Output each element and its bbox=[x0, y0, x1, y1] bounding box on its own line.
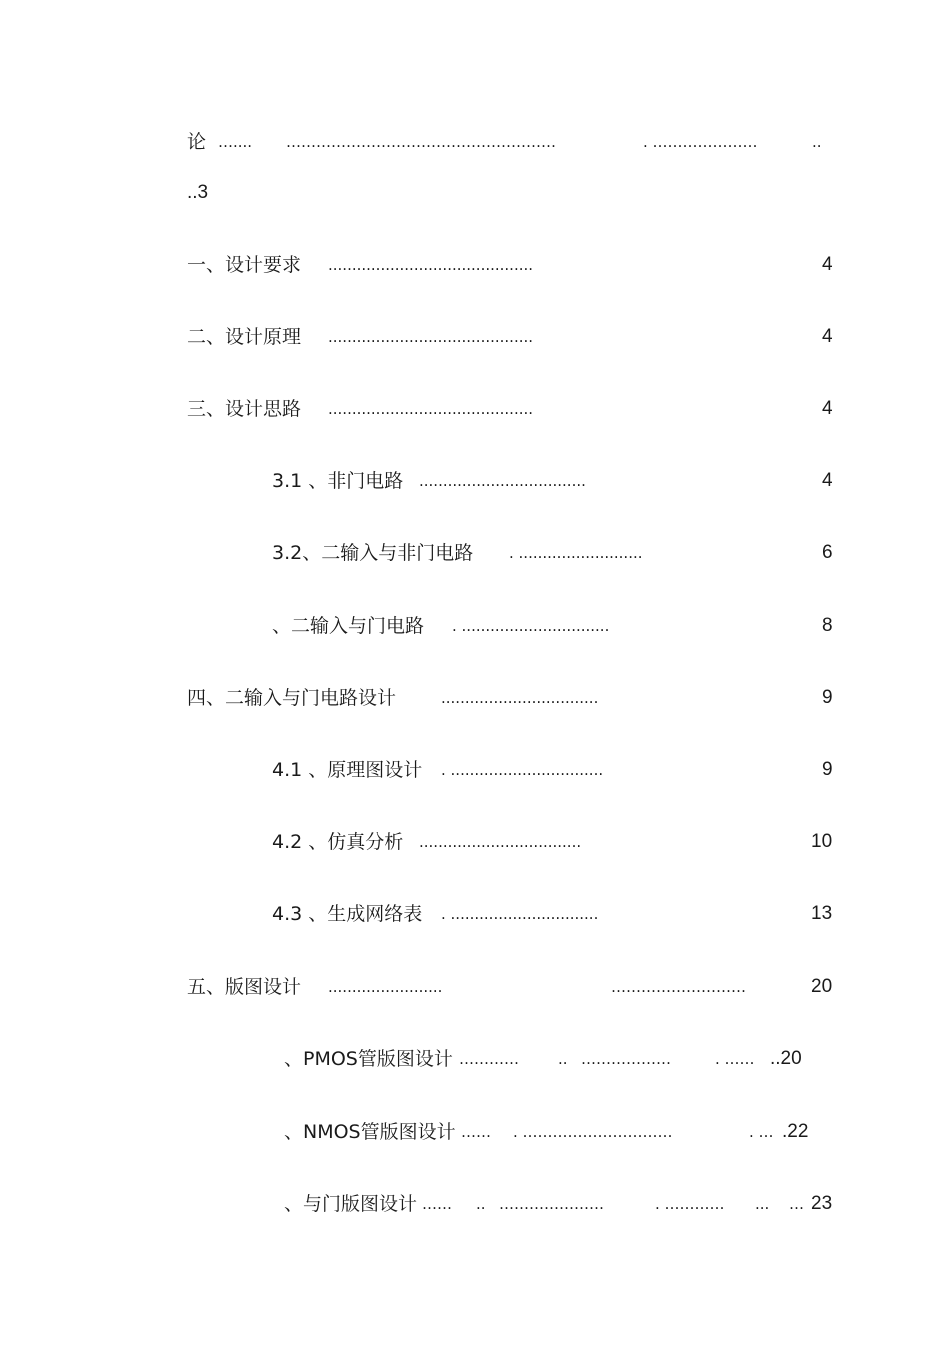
toc-entry-dots-1: …… bbox=[422, 1195, 452, 1213]
toc-entry-nmos bbox=[0, 1120, 950, 1144]
toc-entry-page: 13 bbox=[811, 903, 833, 924]
toc-entry-dots: . ............................... bbox=[452, 617, 610, 635]
toc-entry-dots: ........................................... bbox=[328, 400, 534, 418]
toc-entry bbox=[0, 614, 950, 638]
toc-entry-page: 9 bbox=[822, 759, 833, 780]
toc-entry-label: 一、设计要求 bbox=[187, 254, 302, 276]
toc-intro-dots-1: ….... bbox=[218, 133, 253, 151]
toc-entry-page: 20 bbox=[811, 976, 833, 997]
toc-entry-dots: ................................. bbox=[441, 689, 599, 707]
toc-entry-dots: ........................................... bbox=[328, 256, 534, 274]
toc-entry bbox=[0, 253, 950, 277]
toc-entry bbox=[0, 541, 950, 565]
toc-entry-dots-4: . …… bbox=[715, 1050, 755, 1068]
toc-entry-dots: . .......................... bbox=[509, 544, 643, 562]
toc-entry-dots: ........................................... bbox=[328, 328, 534, 346]
toc-entry bbox=[0, 469, 950, 493]
toc-entry-page: 4 bbox=[822, 254, 833, 275]
toc-entry-page: 9 bbox=[822, 687, 833, 708]
toc-entry bbox=[0, 397, 950, 421]
toc-entry-label: 4.3 、生成网络表 bbox=[272, 903, 423, 925]
toc-entry-dots: . ................................ bbox=[441, 761, 604, 779]
toc-entry-dots: .................................. bbox=[419, 833, 582, 851]
toc-intro-label: 论 bbox=[187, 131, 207, 153]
toc-entry-dots-3: . … bbox=[749, 1123, 774, 1141]
toc-entry-dots-1: ………… bbox=[459, 1050, 519, 1068]
toc-entry-page: 4 bbox=[822, 326, 833, 347]
toc-entry-label: 五、版图设计 bbox=[187, 976, 302, 998]
toc-entry-label: 、NMOS管版图设计 bbox=[284, 1121, 456, 1143]
toc-entry-label: 、与门版图设计 bbox=[284, 1193, 418, 1215]
toc-entry-dots-3: ………………… bbox=[499, 1195, 604, 1213]
toc-entry bbox=[0, 686, 950, 710]
toc-entry-page: 8 bbox=[822, 615, 833, 636]
toc-entry bbox=[0, 325, 950, 349]
toc-intro-dots-2: ……………………………………………… bbox=[286, 133, 556, 151]
toc-entry-dots-2: .. bbox=[476, 1195, 486, 1213]
toc-entry-label: 4.2 、仿真分析 bbox=[272, 831, 404, 853]
toc-entry-pmos bbox=[0, 1047, 950, 1071]
toc-intro bbox=[0, 130, 950, 154]
toc-intro-dots-3: . ………………… bbox=[643, 133, 758, 151]
toc-entry-page: 4 bbox=[822, 398, 833, 419]
toc-intro-page: ..3 bbox=[187, 182, 209, 203]
toc-entry-label: 3.1 、非门电路 bbox=[272, 470, 404, 492]
toc-entry-dots-1: …… bbox=[461, 1123, 491, 1141]
toc-entry-dots: ................................... bbox=[419, 472, 586, 490]
toc-entry-label: 4.1 、原理图设计 bbox=[272, 759, 423, 781]
toc-entry-page: .22 bbox=[782, 1121, 809, 1142]
toc-entry-dots-3: ……………… bbox=[581, 1050, 671, 1068]
toc-entry-page: 10 bbox=[811, 831, 833, 852]
toc-entry-page: ..20 bbox=[770, 1048, 802, 1069]
toc-entry-page: 23 bbox=[811, 1193, 833, 1214]
toc-entry-label: 、PMOS管版图设计 bbox=[284, 1048, 453, 1070]
toc-entry-label: 二、设计原理 bbox=[187, 326, 302, 348]
toc-entry bbox=[0, 902, 950, 926]
toc-entry-label: 四、二输入与门电路设计 bbox=[187, 687, 397, 709]
toc-entry-dots-5: ... bbox=[755, 1195, 770, 1213]
toc-entry-dots-4: . ………… bbox=[655, 1195, 725, 1213]
toc-intro-dots-4: .. bbox=[812, 133, 822, 151]
toc-entry-label: 三、设计思路 bbox=[187, 398, 302, 420]
toc-entry-page: 6 bbox=[822, 542, 833, 563]
toc-entry-dots-2: .. bbox=[558, 1050, 568, 1068]
toc-entry-section5 bbox=[0, 975, 950, 999]
toc-entry bbox=[0, 830, 950, 854]
toc-entry-dots-6: … bbox=[789, 1195, 804, 1213]
toc-entry-dots-2: . ………………………… bbox=[513, 1123, 673, 1141]
toc-entry-dots: ........................ bbox=[328, 978, 443, 996]
toc-entry-dots-2: ……………………… bbox=[611, 978, 746, 996]
toc-entry-dots: . ............................... bbox=[441, 905, 599, 923]
toc-entry bbox=[0, 758, 950, 782]
toc-intro-continuation bbox=[0, 181, 950, 205]
toc-entry-page: 4 bbox=[822, 470, 833, 491]
toc-entry-label: 、二输入与门电路 bbox=[272, 615, 425, 637]
toc-entry-andgate bbox=[0, 1192, 950, 1216]
toc-entry-label: 3.2、二输入与非门电路 bbox=[272, 542, 474, 564]
